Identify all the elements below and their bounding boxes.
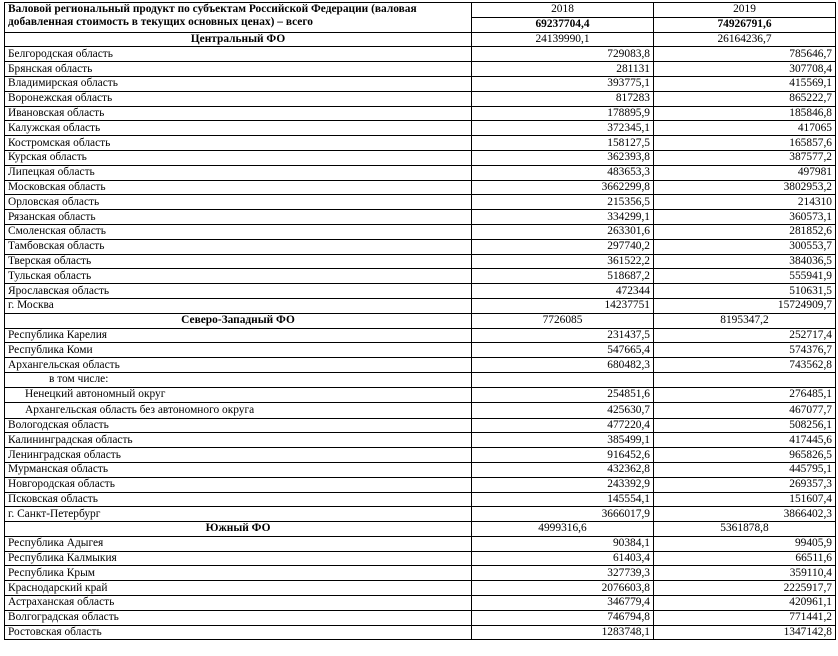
year-2019-header: 2019 [654,3,836,18]
table-row [5,47,836,62]
district-row [5,522,836,537]
district-row [5,313,836,328]
value-2019: 5361878,8 [654,522,836,537]
value-2019: 281852,6 [654,224,836,239]
region-name: Республика Калмыкия [5,551,472,566]
table-row [5,418,836,433]
table-row [5,433,836,448]
table-row [5,62,836,77]
value-2018: 385499,1 [472,433,654,448]
region-name: Смоленская область [5,224,472,239]
grp-table-body [5,3,836,640]
region-name: Ярославская область [5,284,472,299]
region-name: Воронежская область [5,91,472,106]
value-2019: 555941,9 [654,269,836,284]
value-2019: 307708,4 [654,62,836,77]
value-2018: 477220,4 [472,418,654,433]
year-2018-header: 2018 [472,3,654,18]
table-row [5,462,836,477]
region-name: Калужская область [5,121,472,136]
region-name: Псковская область [5,492,472,507]
value-2019: 252717,4 [654,328,836,343]
table-row [5,239,836,254]
table-row [5,492,836,507]
value-2018: 483653,3 [472,165,654,180]
value-2018: 472344 [472,284,654,299]
region-name: Орловская область [5,195,472,210]
region-name: Архангельская область без автономного округа [5,402,472,418]
region-name: Тульская область [5,269,472,284]
value-2019: 785646,7 [654,47,836,62]
region-name: г. Москва [5,298,472,313]
table-row [5,328,836,343]
region-name: Тверская область [5,254,472,269]
table-row [5,284,836,299]
value-2018: 215356,5 [472,195,654,210]
value-2019: 26164236,7 [654,32,836,47]
value-2018: 346779,4 [472,596,654,611]
region-name: Новгородская область [5,477,472,492]
region-name: Белгородская область [5,47,472,62]
value-2018: 263301,6 [472,224,654,239]
value-2019: 467077,7 [654,402,836,418]
table-row [5,180,836,195]
region-name: Центральный ФО [5,32,472,47]
table-row [5,224,836,239]
value-2018: 327739,3 [472,566,654,581]
value-2019: 510631,5 [654,284,836,299]
table-row [5,372,836,387]
district-row [5,32,836,47]
region-name: Мурманская область [5,462,472,477]
value-2019: 359110,4 [654,566,836,581]
table-row [5,269,836,284]
table-row [5,210,836,225]
region-name: Республика Коми [5,343,472,358]
value-2018: 372345,1 [472,121,654,136]
table-row [5,448,836,463]
value-2018 [472,372,654,387]
value-2018: 61403,4 [472,551,654,566]
table-row [5,566,836,581]
value-2019: 185846,8 [654,106,836,121]
region-name: Калининградская область [5,433,472,448]
value-2018: 518687,2 [472,269,654,284]
value-2019: 865222,7 [654,91,836,106]
value-2018: 7726085 [472,313,654,328]
value-2019: 417065 [654,121,836,136]
region-name: Республика Адыгея [5,536,472,551]
region-name: Краснодарский край [5,581,472,596]
table-row [5,610,836,625]
value-2018: 393775,1 [472,76,654,91]
region-name: Республика Крым [5,566,472,581]
region-name: Московская область [5,180,472,195]
region-name: Курская область [5,150,472,165]
table-row [5,551,836,566]
region-name: в том числе: [5,372,472,387]
table-row [5,387,836,402]
total-2018: 69237704,4 [472,17,654,32]
value-2019: 415569,1 [654,76,836,91]
table-row [5,298,836,313]
region-name: Ленинградская область [5,448,472,463]
region-name: Волгоградская область [5,610,472,625]
value-2019: 965826,5 [654,448,836,463]
value-2018: 243392,9 [472,477,654,492]
value-2018: 297740,2 [472,239,654,254]
value-2019: 3866402,3 [654,507,836,522]
table-row [5,477,836,492]
total-2019: 74926791,6 [654,17,836,32]
value-2018: 3662299,8 [472,180,654,195]
value-2018: 14237751 [472,298,654,313]
value-2018: 334299,1 [472,210,654,225]
region-name: Брянская область [5,62,472,77]
region-name: Астраханская область [5,596,472,611]
value-2018: 361522,2 [472,254,654,269]
region-name: Ивановская область [5,106,472,121]
region-name: Вологодская область [5,418,472,433]
value-2018: 231437,5 [472,328,654,343]
value-2018: 178895,9 [472,106,654,121]
region-name: Архангельская область [5,358,472,373]
table-row [5,536,836,551]
value-2018: 729083,8 [472,47,654,62]
table-row [5,165,836,180]
table-row [5,581,836,596]
value-2019: 384036,5 [654,254,836,269]
region-name: Костромская область [5,136,472,151]
grp-table [4,2,836,640]
value-2018: 4999316,6 [472,522,654,537]
value-2019: 508256,1 [654,418,836,433]
table-row [5,254,836,269]
value-2019: 165857,6 [654,136,836,151]
table-row [5,195,836,210]
region-name: Ростовская область [5,625,472,640]
value-2018: 90384,1 [472,536,654,551]
value-2019: 3802953,2 [654,180,836,195]
value-2019: 574376,7 [654,343,836,358]
value-2019: 743562,8 [654,358,836,373]
value-2019: 417445,6 [654,433,836,448]
table-row [5,402,836,418]
value-2018: 145554,1 [472,492,654,507]
region-name: г. Санкт-Петербург [5,507,472,522]
value-2018: 254851,6 [472,387,654,402]
region-name: Южный ФО [5,522,472,537]
value-2019: 445795,1 [654,462,836,477]
value-2018: 425630,7 [472,402,654,418]
value-2019: 214310 [654,195,836,210]
value-2018: 916452,6 [472,448,654,463]
value-2019 [654,372,836,387]
table-row [5,91,836,106]
value-2019: 360573,1 [654,210,836,225]
table-row [5,507,836,522]
region-name: Рязанская область [5,210,472,225]
value-2018: 24139990,1 [472,32,654,47]
value-2019: 15724909,7 [654,298,836,313]
table-row [5,358,836,373]
value-2019: 151607,4 [654,492,836,507]
value-2019: 99405,9 [654,536,836,551]
table-row [5,106,836,121]
value-2018: 3666017,9 [472,507,654,522]
value-2019: 276485,1 [654,387,836,402]
table-row [5,625,836,640]
value-2019: 771441,2 [654,610,836,625]
value-2019: 300553,7 [654,239,836,254]
value-2018: 2076603,8 [472,581,654,596]
region-name: Республика Карелия [5,328,472,343]
value-2018: 158127,5 [472,136,654,151]
value-2019: 66511,6 [654,551,836,566]
value-2018: 281131 [472,62,654,77]
table-row [5,76,836,91]
region-name: Северо-Западный ФО [5,313,472,328]
table-row [5,343,836,358]
region-name: Тамбовская область [5,239,472,254]
value-2019: 8195347,2 [654,313,836,328]
region-name: Липецкая область [5,165,472,180]
table-row [5,121,836,136]
table-row [5,136,836,151]
region-name: Владимирская область [5,76,472,91]
value-2019: 1347142,8 [654,625,836,640]
table-row [5,150,836,165]
value-2019: 420961,1 [654,596,836,611]
value-2019: 2225917,7 [654,581,836,596]
table-row [5,596,836,611]
value-2018: 817283 [472,91,654,106]
header-row-years [5,3,836,18]
value-2018: 432362,8 [472,462,654,477]
value-2018: 746794,8 [472,610,654,625]
value-2018: 680482,3 [472,358,654,373]
table-title: Валовой региональный продукт по субъектам Российской Федерации (валовая добавленная стоимость в текущих основных ценах) – всего [5,3,472,33]
value-2019: 269357,3 [654,477,836,492]
value-2018: 362393,8 [472,150,654,165]
region-name: Ненецкий автономный округ [5,387,472,402]
value-2018: 547665,4 [472,343,654,358]
value-2018: 1283748,1 [472,625,654,640]
value-2019: 497981 [654,165,836,180]
value-2019: 387577,2 [654,150,836,165]
